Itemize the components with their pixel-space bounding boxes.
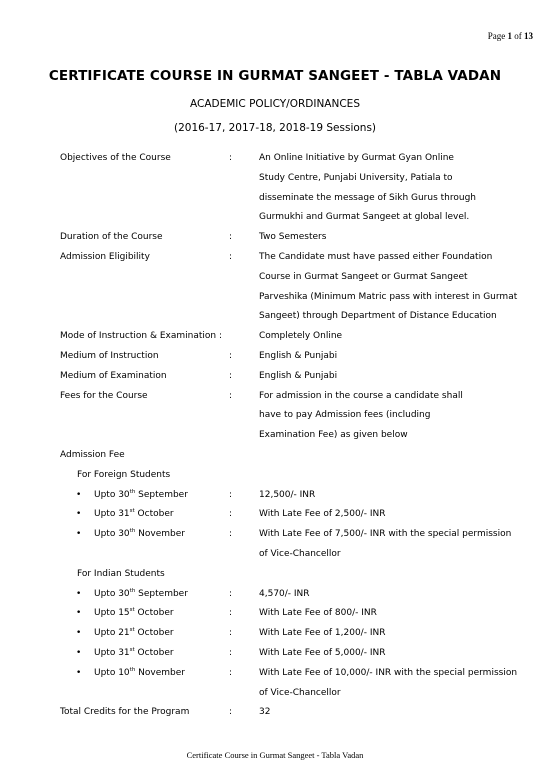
- colon: :: [229, 628, 233, 639]
- colon: :: [229, 588, 233, 599]
- colon: :: [229, 153, 233, 163]
- eligibility-row-cont: [0, 288, 550, 308]
- fee-deadline: [94, 664, 185, 684]
- colon: :: [229, 350, 233, 361]
- objectives-row: [0, 149, 550, 169]
- fee-deadline-prefix: Upto 10: [94, 667, 130, 678]
- fee-amount: With Late Fee of 1,200/- INR: [259, 628, 386, 639]
- duration-label: Duration of the Course: [60, 232, 163, 243]
- colon: :: [229, 390, 233, 401]
- document-sessions: (2016-17, 2017-18, 2018-19 Sessions): [173, 122, 377, 134]
- fee-deadline: [94, 525, 185, 545]
- fees-row-cont: [0, 406, 550, 426]
- fee-deadline-sup: th: [129, 587, 136, 594]
- bullet-icon: •: [76, 509, 82, 520]
- fee-amount: With Late Fee of 800/- INR: [259, 608, 377, 619]
- bullet-icon: •: [76, 667, 82, 678]
- fee-deadline-suffix: October: [134, 608, 174, 619]
- fee-deadline-suffix: October: [134, 509, 174, 520]
- fees-row: [0, 387, 550, 407]
- indian-fee-item: [0, 644, 550, 664]
- fee-deadline: [94, 486, 188, 506]
- fee-deadline-suffix: October: [134, 647, 174, 658]
- fee-deadline-suffix: September: [135, 588, 188, 599]
- bullet-icon: •: [76, 588, 82, 599]
- fee-deadline-sup: st: [129, 627, 135, 634]
- objectives-row-cont: [0, 208, 550, 228]
- indian-fee-item-cont: [0, 684, 550, 704]
- mode-row: [0, 327, 550, 347]
- indian-fee-item: [0, 604, 550, 624]
- fee-deadline-prefix: Upto 30: [94, 489, 130, 500]
- objectives-row-cont: [0, 169, 550, 189]
- admission-fee-row: [0, 446, 550, 466]
- fee-deadline-sup: st: [129, 508, 135, 515]
- fee-deadline-sup: st: [129, 646, 135, 653]
- fee-deadline-prefix: Upto 31: [94, 509, 130, 520]
- bullet-icon: •: [76, 628, 82, 639]
- fee-deadline-prefix: Upto 15: [94, 608, 130, 619]
- admission-fee-label: Admission Fee: [60, 449, 125, 460]
- eligibility-row-cont: [0, 307, 550, 327]
- eligibility-line: The Candidate must have passed either Foundation: [259, 251, 493, 262]
- fee-amount: With Late Fee of 5,000/- INR: [259, 647, 386, 658]
- fee-amount: With Late Fee of 2,500/- INR: [259, 509, 386, 520]
- foreign-fee-item: [0, 525, 550, 545]
- colon: :: [229, 489, 233, 500]
- eligibility-row-cont: [0, 268, 550, 288]
- fee-deadline-prefix: Upto 21: [94, 628, 130, 639]
- fees-row-cont: [0, 426, 550, 446]
- fee-amount: 12,500/- INR: [259, 489, 316, 500]
- page-number: [488, 31, 533, 41]
- fee-deadline-suffix: October: [134, 628, 174, 639]
- eligibility-line: Course in Gurmat Sangeet or Gurmat Sangeet: [259, 271, 468, 282]
- colon: :: [229, 251, 233, 262]
- credits-row: [0, 703, 550, 723]
- page-number-prefix: Page: [487, 31, 508, 41]
- foreign-students-label: For Foreign Students: [77, 469, 171, 480]
- medium-instruction-label: Medium of Instruction: [60, 350, 159, 361]
- colon: :: [229, 529, 233, 540]
- fee-amount-cont: of Vice-Chancellor: [259, 687, 341, 698]
- objectives-line: An Online Initiative by Gurmat Gyan Online: [259, 153, 454, 163]
- fee-deadline: [94, 644, 174, 664]
- fee-deadline: [94, 505, 174, 525]
- objectives-row-cont: [0, 189, 550, 209]
- indian-fee-item: [0, 664, 550, 684]
- indian-fee-item: [0, 624, 550, 644]
- colon: :: [229, 509, 233, 520]
- fees-line: For admission in the course a candidate shall: [259, 390, 463, 401]
- indian-students-row: [0, 565, 550, 585]
- page-footer: Certificate Course in Gurmat Sangeet - Tabla Vadan: [186, 750, 364, 760]
- fee-amount: With Late Fee of 7,500/- INR with the special permission: [259, 529, 512, 540]
- fees-line: have to pay Admission fees (including: [259, 410, 431, 421]
- foreign-fee-item: [0, 505, 550, 525]
- eligibility-label: Admission Eligibility: [60, 251, 150, 262]
- fee-deadline-prefix: Upto 31: [94, 647, 130, 658]
- fee-deadline-suffix: November: [135, 667, 185, 678]
- duration-row: [0, 228, 550, 248]
- credits-label: Total Credits for the Program: [60, 707, 190, 718]
- fee-deadline-prefix: Upto 30: [94, 529, 130, 540]
- medium-exam-value: English & Punjabi: [259, 370, 338, 381]
- eligibility-line: Sangeet) through Department of Distance Education: [259, 311, 497, 322]
- page-number-total: 13: [524, 31, 533, 41]
- fee-deadline: [94, 604, 174, 624]
- bullet-icon: •: [76, 489, 82, 500]
- bullet-icon: •: [76, 608, 82, 619]
- mode-value: Completely Online: [259, 331, 343, 342]
- colon: :: [229, 647, 233, 658]
- colon: :: [229, 608, 233, 619]
- medium-instruction-row: [0, 347, 550, 367]
- duration-value: Two Semesters: [259, 232, 327, 243]
- objectives-line: Gurmukhi and Gurmat Sangeet at global level.: [259, 212, 470, 223]
- eligibility-row: [0, 248, 550, 268]
- mode-label: Mode of Instruction & Examination :: [60, 331, 222, 342]
- fee-deadline-suffix: November: [135, 529, 185, 540]
- document-subtitle: ACADEMIC POLICY/ORDINANCES: [190, 98, 360, 110]
- fee-deadline-prefix: Upto 30: [94, 588, 130, 599]
- document-title: CERTIFICATE COURSE IN GURMAT SANGEET - TABLA VADAN: [48, 68, 502, 84]
- objectives-line: disseminate the message of Sikh Gurus through: [259, 192, 477, 203]
- bullet-icon: •: [76, 647, 82, 658]
- foreign-fee-item-cont: [0, 545, 550, 565]
- medium-instruction-value: English & Punjabi: [259, 350, 338, 361]
- medium-exam-row: [0, 367, 550, 387]
- colon: :: [229, 667, 233, 678]
- fee-amount: With Late Fee of 10,000/- INR with the special permission: [259, 667, 518, 678]
- fees-label: Fees for the Course: [60, 390, 148, 401]
- colon: :: [229, 232, 233, 243]
- fee-deadline-sup: st: [129, 607, 135, 614]
- fee-deadline-sup: th: [129, 528, 136, 535]
- objectives-label: Objectives of the Course: [60, 153, 171, 163]
- credits-value: 32: [259, 707, 271, 718]
- indian-students-label: For Indian Students: [77, 568, 165, 579]
- fee-deadline-suffix: September: [135, 489, 188, 500]
- fees-line: Examination Fee) as given below: [259, 430, 408, 441]
- foreign-students-row: [0, 466, 550, 486]
- ordinance-table: [0, 149, 550, 723]
- page-number-current: 1: [507, 31, 512, 41]
- fee-deadline: [94, 585, 188, 605]
- fee-amount-cont: of Vice-Chancellor: [259, 548, 341, 559]
- fee-deadline-sup: th: [129, 488, 136, 495]
- objectives-line: Study Centre, Punjabi University, Patiala to: [259, 172, 453, 183]
- page-number-of: of: [512, 31, 524, 41]
- colon: :: [229, 370, 233, 381]
- indian-fee-item: [0, 585, 550, 605]
- medium-exam-label: Medium of Examination: [60, 370, 167, 381]
- bullet-icon: •: [76, 529, 82, 540]
- eligibility-line: Parveshika (Minimum Matric pass with interest in Gurmat: [259, 291, 518, 302]
- fee-deadline-sup: th: [129, 666, 136, 673]
- colon: :: [229, 707, 233, 718]
- fee-amount: 4,570/- INR: [259, 588, 310, 599]
- fee-deadline: [94, 624, 174, 644]
- foreign-fee-item: [0, 486, 550, 506]
